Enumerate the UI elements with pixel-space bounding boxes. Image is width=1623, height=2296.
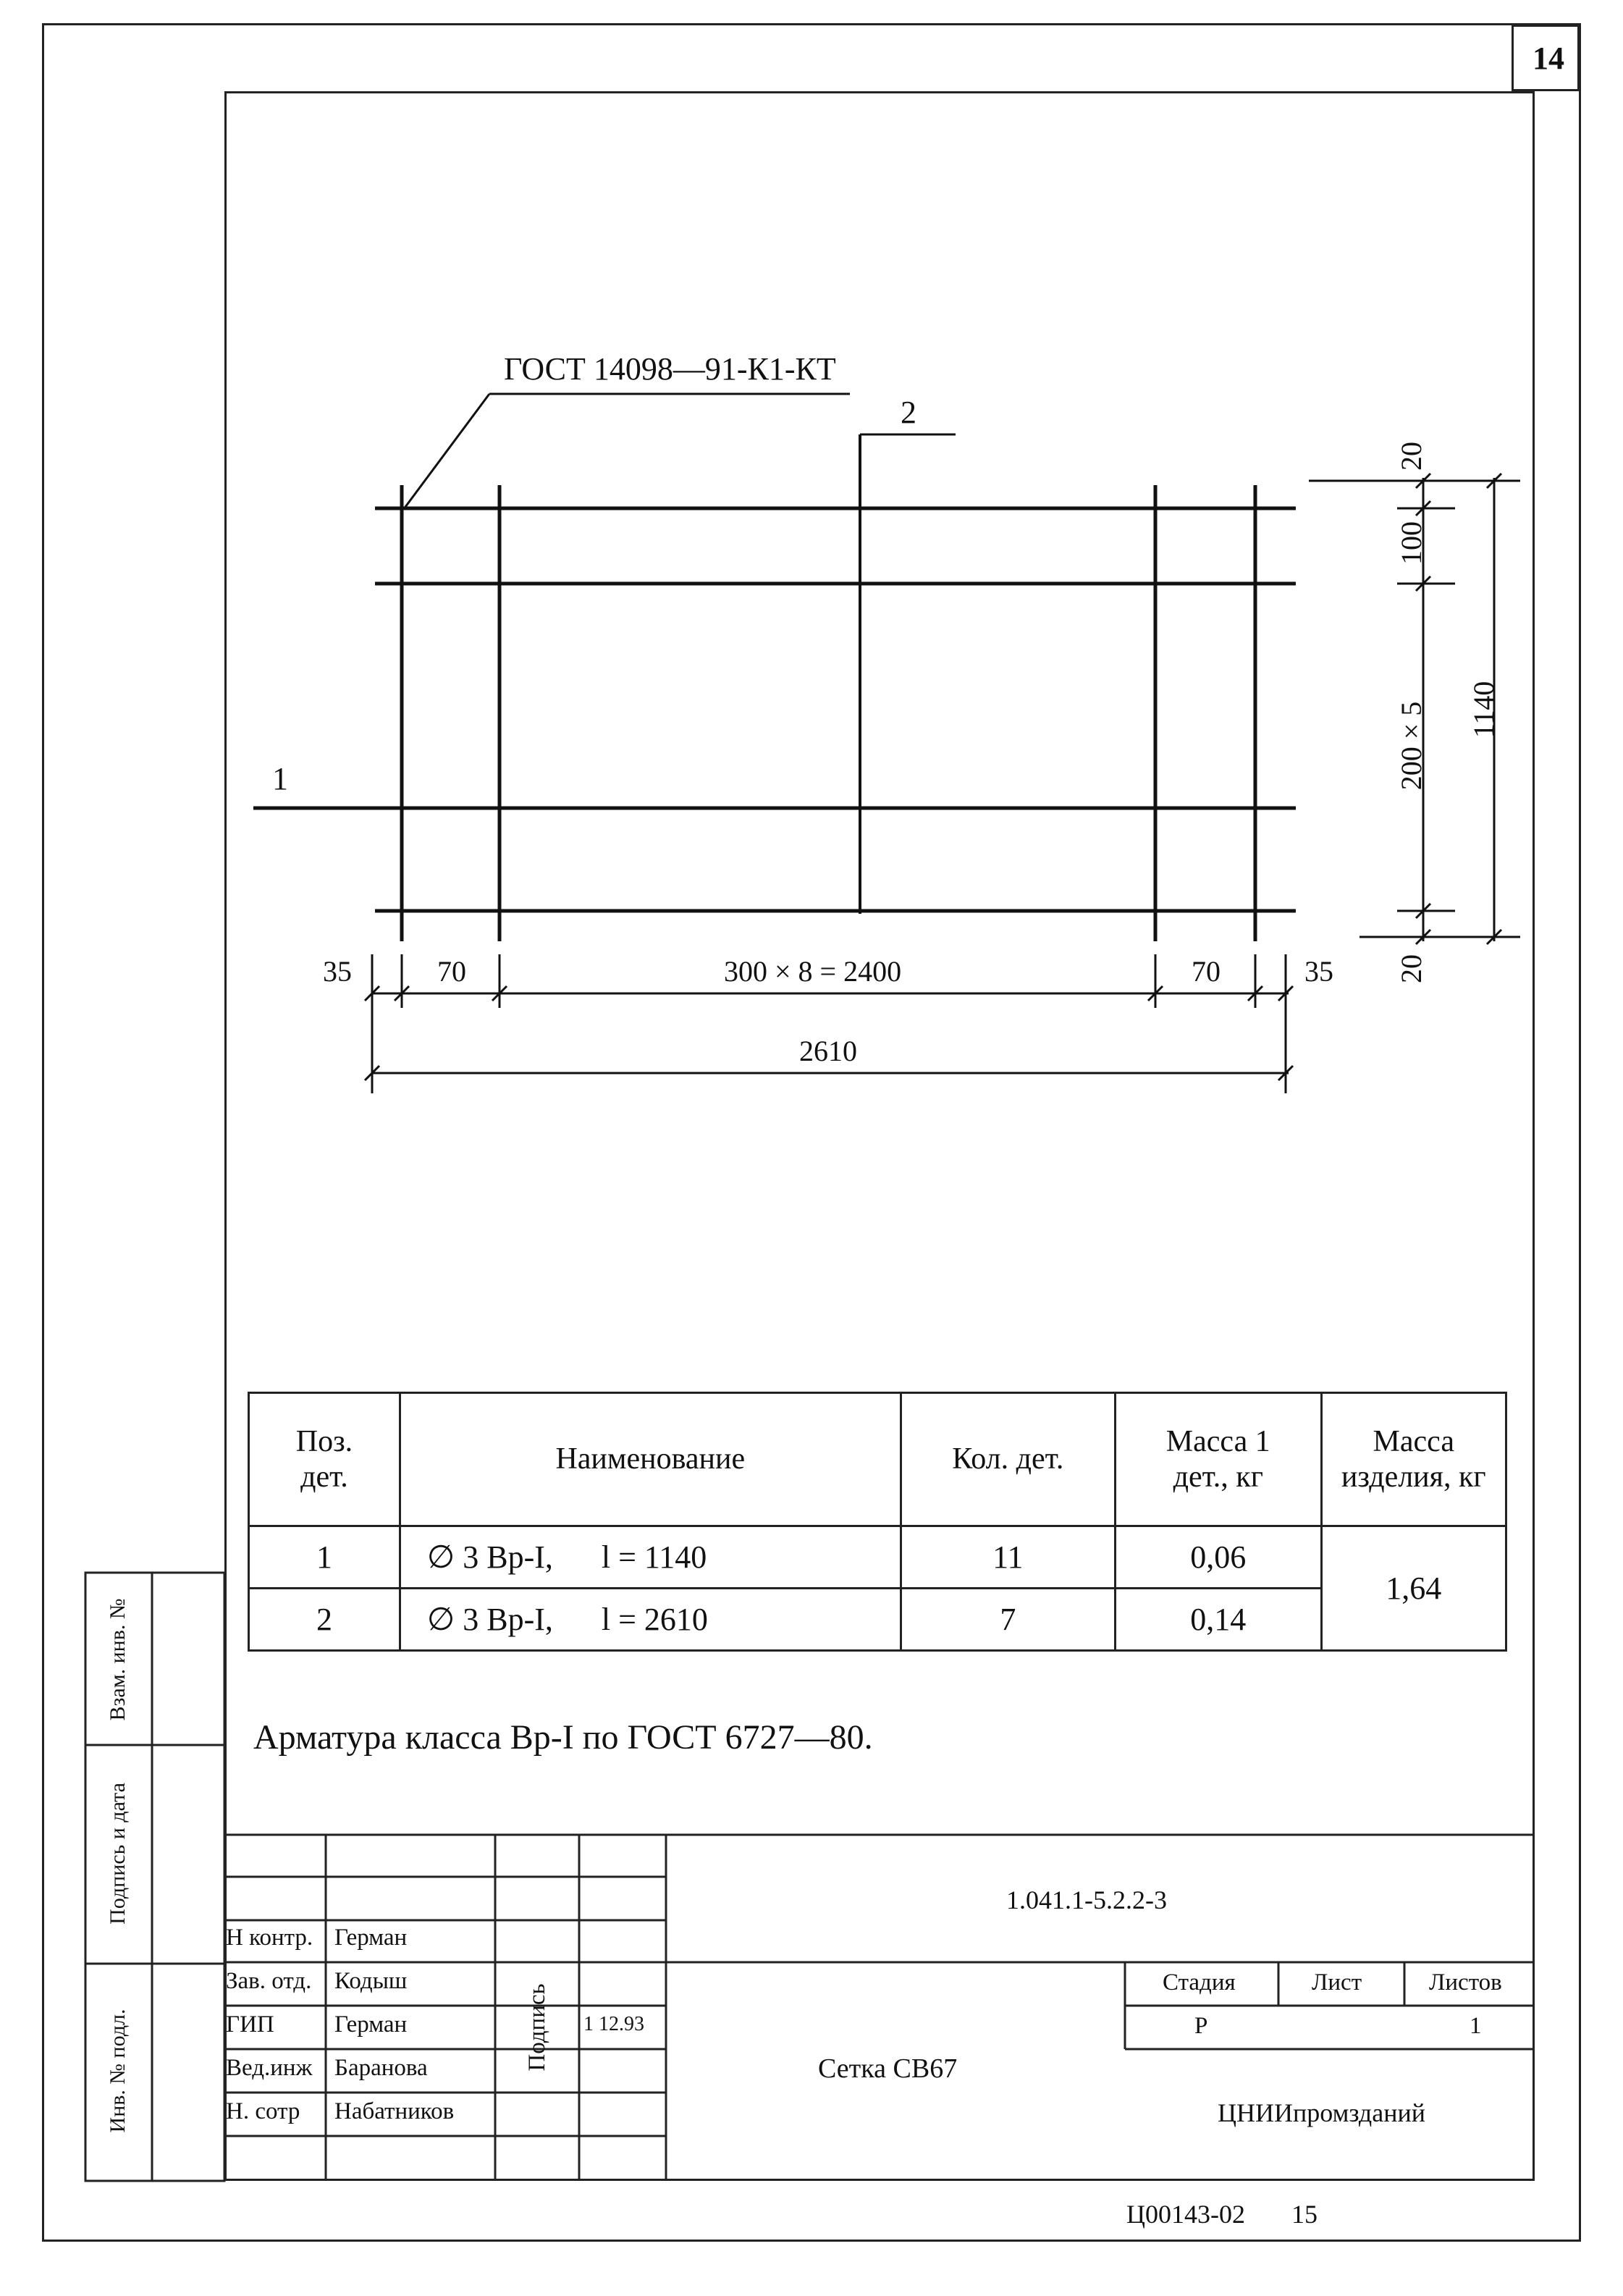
row-2-qty: 7 xyxy=(901,1589,1115,1651)
role-1: Н контр. xyxy=(226,1925,313,1951)
reinforcement-note: Арматура класса Вр-I по ГОСТ 6727—80. xyxy=(253,1718,873,1757)
header-name: Наименование xyxy=(400,1393,901,1526)
dim-35-right: 35 xyxy=(1304,955,1333,988)
dim-1140: 1140 xyxy=(1467,681,1500,739)
row-1-length: l = 1140 xyxy=(601,1539,707,1575)
side-label-inv-podl: Инв. № подл. xyxy=(106,2009,130,2133)
signature-header: Подпись xyxy=(524,1983,550,2072)
footer-code: Ц00143-02 xyxy=(1126,2200,1245,2229)
name-4: Баранова xyxy=(334,2055,428,2081)
side-label-vzam: Взам. инв. № xyxy=(106,1598,130,1721)
document-code: 1.041.1-5.2.2-3 xyxy=(1006,1885,1167,1914)
position-2-label: 2 xyxy=(901,395,916,430)
row-2-mass: 0,14 xyxy=(1115,1589,1321,1651)
dim-70-right: 70 xyxy=(1192,955,1221,988)
role-2: Зав. отд. xyxy=(226,1968,312,1994)
sheets-value: 1 xyxy=(1470,2013,1482,2039)
role-5: Н. сотр xyxy=(226,2098,300,2124)
row-1-mass: 0,06 xyxy=(1115,1526,1321,1589)
gost-weld-label: ГОСТ 14098—91-К1-КТ xyxy=(504,351,836,387)
role-3: ГИП xyxy=(226,2011,274,2038)
dim-70-left: 70 xyxy=(437,955,466,988)
sign-date: 1 12.93 xyxy=(583,2013,644,2035)
stage-header: Стадия xyxy=(1163,1969,1236,1996)
header-mass-total: Масса изделия, кг xyxy=(1321,1393,1506,1526)
role-4: Вед.инж xyxy=(226,2055,313,2081)
stage-value: Р xyxy=(1194,2013,1208,2039)
drawing-title: Сетка СВ67 xyxy=(818,2053,958,2084)
position-1-label: 1 xyxy=(272,761,288,796)
dim-35-left: 35 xyxy=(323,955,352,988)
row-1-diam: ∅ 3 Вр-I, xyxy=(426,1539,553,1575)
dim-20-bottom: 20 xyxy=(1395,954,1428,983)
name-1: Герман xyxy=(334,1925,408,1951)
dim-main: 300 × 8 = 2400 xyxy=(724,955,902,988)
side-label-podpis-data: Подпись и дата xyxy=(106,1783,130,1925)
header-qty: Кол. дет. xyxy=(901,1393,1115,1526)
row-1-qty: 11 xyxy=(901,1526,1115,1589)
row-2-diam: ∅ 3 Вр-I, xyxy=(426,1602,553,1637)
total-mass: 1,64 xyxy=(1321,1526,1506,1651)
row-2-pos: 2 xyxy=(249,1589,400,1651)
name-3: Герман xyxy=(334,2011,408,2038)
dim-total: 2610 xyxy=(799,1035,857,1067)
name-5: Набатников xyxy=(334,2098,455,2124)
name-2: Кодыш xyxy=(334,1968,408,1994)
header-mass-one: Масса 1 дет., кг xyxy=(1115,1393,1321,1526)
organization: ЦНИИпромзданий xyxy=(1218,2098,1426,2127)
sheets-header: Листов xyxy=(1429,1969,1502,1996)
page-number: 14 xyxy=(1533,41,1564,76)
footer-page: 15 xyxy=(1291,2200,1318,2229)
dim-20-top: 20 xyxy=(1395,442,1428,471)
header-pos: Поз. дет. xyxy=(249,1393,400,1526)
dim-200x5: 200 × 5 xyxy=(1395,701,1428,791)
dim-100: 100 xyxy=(1395,521,1428,565)
row-1-pos: 1 xyxy=(249,1526,400,1589)
sheet-header: Лист xyxy=(1312,1969,1362,1996)
row-2-length: l = 2610 xyxy=(601,1602,708,1637)
